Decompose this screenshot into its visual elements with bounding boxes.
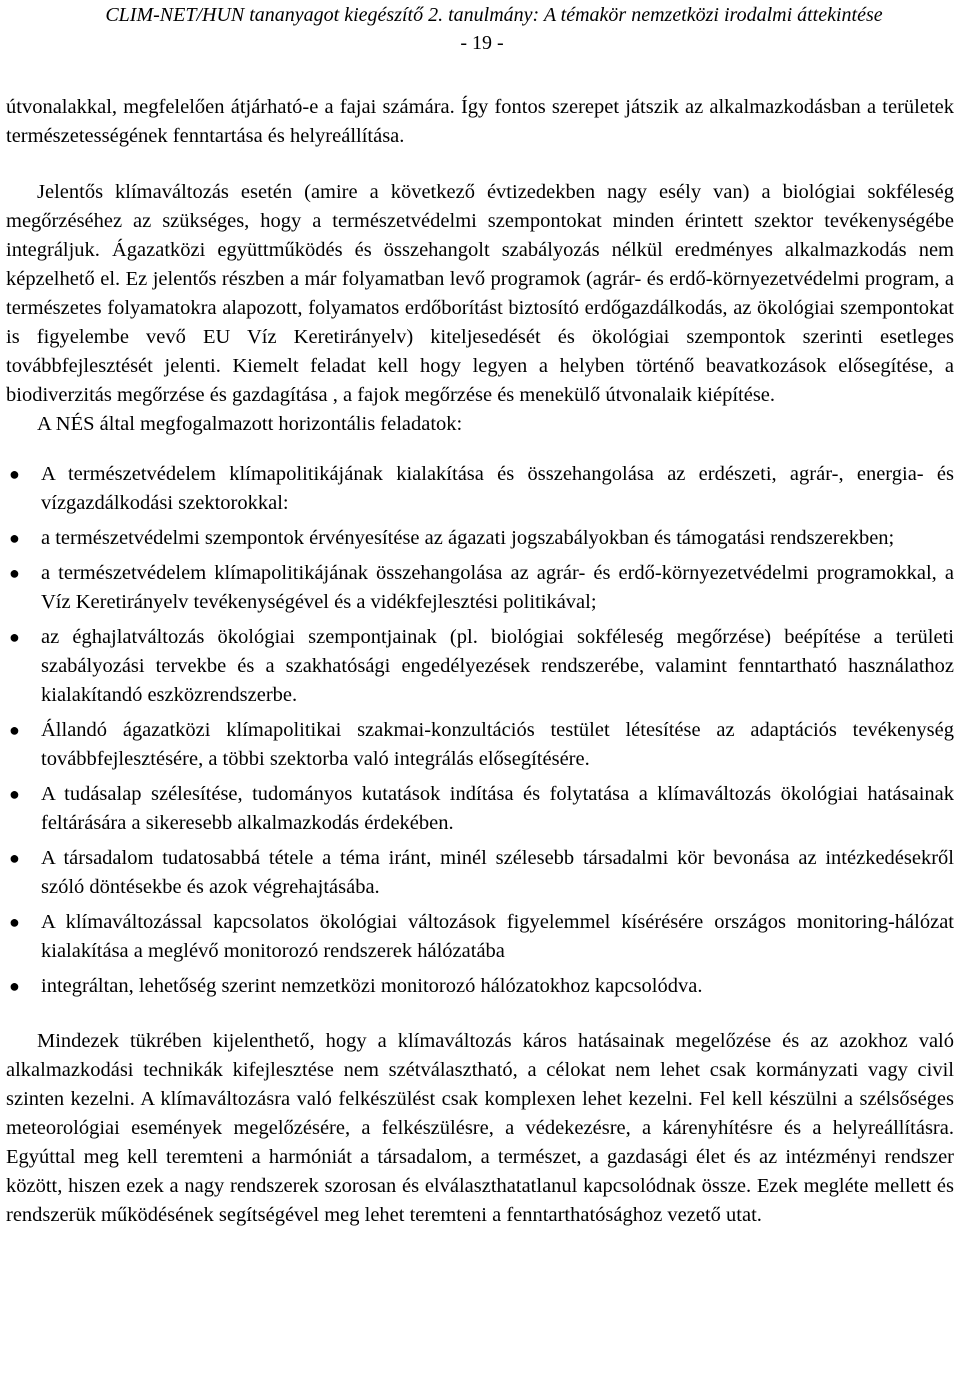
- list-item: [6, 780, 954, 838]
- conclusion-paragraph: Mindezek tükrében kijelenthető, hogy a klímaváltozás káros hatásainak megelőzése és az azokhoz való alkalmazkodási technikák kifejlesztése nem szétválasztható, a célokat nem lehet csak kormányzati vagy civil szinten kezelni. A klímaváltozásra való felkészülést csak komplexen lehet kezelni. Fel kell készülni a szélsőséges meteorológiai események megelőzésére, a felkészülésre, a védekezésre, a kárenyhítésre és a helyreállításra. Egyúttal meg kell teremteni a harmóniát a társadalom, a természet, a gazdasági élet és az intézményi rendszer között, hiszen ezek a nagy rendszerek szorosan és elválaszthatatlanul kapcsolódnak össze. Ezek megléte mellett és rendszerük működésének segítségével meg lehet teremteni a fenntarthatósághoz vezető utat.: [6, 1030, 954, 1226]
- list-item: [6, 524, 954, 553]
- document-page: [6, 0, 954, 1230]
- list-item-text: A klímaváltozással kapcsolatos ökológiai változások figyelemmel kísérésére országos monitoring-hálózat kialakítása a meglévő monitorozó rendszerek hálózatába: [41, 911, 954, 962]
- bullet-icon: ●: [9, 976, 20, 996]
- bullet-icon: ●: [9, 563, 20, 583]
- list-item-text: integráltan, lehetőség szerint nemzetközi monitorozó hálózatokhoz kapcsolódva.: [41, 975, 703, 997]
- list-item: [6, 623, 954, 710]
- list-item-text: A társadalom tudatosabbá tétele a téma iránt, minél szélesebb társadalmi kör bevonása az intézkedésekről szóló döntésekbe és azok végrehajtásába.: [41, 847, 954, 898]
- bullet-icon: ●: [9, 784, 20, 804]
- list-item-text: az éghajlatváltozás ökológiai szempontjainak (pl. biológiai sokféleség megőrzése) beépítése a területi szabályozási tervekbe és a szakhatósági engedélyezések rendszerébe, valamint fenntartható használathoz kialakítandó eszközrendszerbe.: [41, 626, 954, 706]
- bullet-icon: ●: [9, 848, 20, 868]
- bullet-icon: ●: [9, 912, 20, 932]
- task-list: [6, 460, 954, 1001]
- list-item-text: A tudásalap szélesítése, tudományos kutatások indítása és folytatása a klímaváltozás ökológiai hatásainak feltárására a sikeresebb alkalmazkodás érdekében.: [41, 783, 954, 834]
- list-item-text: Állandó ágazatközi klímapolitikai szakmai-konzultációs testület létesítése az adaptációs tevékenység továbbfejlesztésére, a többi szektorba való integrálás elősegítésére.: [41, 719, 954, 770]
- list-item: [6, 844, 954, 902]
- list-intro: A NÉS által megfogalmazott horizontális feladatok:: [37, 413, 463, 435]
- list-item-text: a természetvédelem klímapolitikájának összehangolása az agrár- és erdő-környezetvédelmi programokkal, a Víz Keretirányelv tevékenységével és a vidékfejlesztési politikával;: [41, 562, 954, 613]
- list-item: [6, 559, 954, 617]
- list-item: [6, 908, 954, 966]
- running-header: CLIM-NET/HUN tananyagot kiegészítő 2. tanulmány: A témakör nemzetközi irodalmi áttekintése: [105, 4, 883, 26]
- list-item: [6, 972, 954, 1001]
- list-item-text: a természetvédelmi szempontok érvényesítése az ágazati jogszabályokban és támogatási rendszerekben;: [41, 527, 895, 549]
- continuation-paragraph: útvonalakkal, megfelelően átjárható-e a fajai számára. Így fontos szerepet játszik az alkalmazkodásban a területek természetességének fenntartása és helyreállítása.: [6, 96, 954, 147]
- bullet-icon: ●: [9, 528, 20, 548]
- list-item: [6, 460, 954, 518]
- bullet-icon: ●: [9, 627, 20, 647]
- list-item: [6, 716, 954, 774]
- main-paragraph: Jelentős klímaváltozás esetén (amire a következő évtizedekben nagy esély van) a biológiai sokféleség megőrzéséhez az szükséges, hogy a természetvédelmi szempontokat minden érintett szektor tevékenységébe integráljuk. Ágazatközi együttműködés és összehangolt szabályozás nélkül eredményes alkalmazkodás nem képzelhető el. Ez jelentős részben a már folyamatban levő programok (agrár- és erdő-környezetvédelmi program, a természetes folyamatokra alapozott, folyamatos erdőborítást biztosító erdőgazdálkodás, az ökológiai szempontokat is figyelembe vevő EU Víz Keretirányelv) kiteljesedését és ökológiai szempontok szerinti esetleges továbbfejlesztését jelenti. Kiemelt feladat kell hogy legyen a helyben történő beavatkozások elősegítése, a biodiverzitás megőrzése és gazdagítása , a fajok megőrzése és menekülő útvonalaik kiépítése.: [6, 181, 954, 406]
- page-number: - 19 -: [460, 32, 504, 54]
- bullet-icon: ●: [9, 464, 20, 484]
- list-item-text: A természetvédelem klímapolitikájának kialakítása és összehangolása az erdészeti, agrár-, energia- és vízgazdálkodási szektorokkal:: [41, 463, 954, 514]
- bullet-icon: ●: [9, 720, 20, 740]
